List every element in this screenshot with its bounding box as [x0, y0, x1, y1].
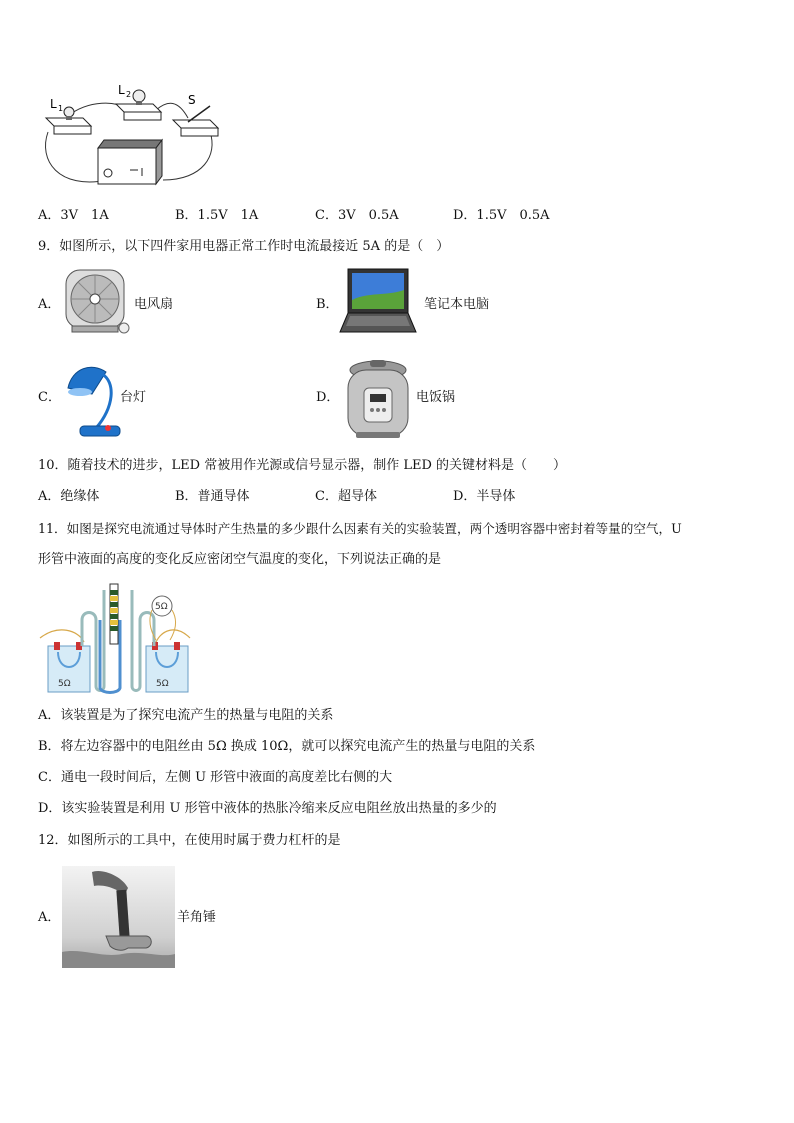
q11-stem-line2: 形管中液面的高度的变化反应密闭空气温度的变化，下列说法正确的是 — [38, 552, 442, 567]
q9-choice-d-letter[interactable]: D． — [316, 390, 340, 405]
q11-option-c[interactable]: C．通电一段时间后，左侧 U 形管中液面的高度差比右侧的大 — [38, 770, 393, 785]
q10-option-b[interactable]: B．普通导体 — [175, 489, 250, 504]
svg-text:1: 1 — [58, 104, 64, 113]
laptop-icon — [338, 266, 418, 340]
q9-choice-a-letter[interactable]: A． — [38, 297, 61, 312]
q9-choice-d-label: 电饭锅 — [416, 390, 456, 405]
q11-option-b[interactable]: B．将左边容器中的电阻丝由 5Ω 换成 10Ω，就可以探究电流产生的热量与电阻的关系 — [38, 739, 536, 754]
q9-choice-b-label: 笔记本电脑 — [424, 297, 490, 312]
q9-choice-a-label: 电风扇 — [134, 297, 174, 312]
label-l1: L — [50, 97, 57, 111]
q9-choice-c-letter[interactable]: C． — [38, 390, 61, 405]
q12-choice-a-label: 羊角锤 — [177, 910, 217, 925]
q9-choice-c-label: 台灯 — [120, 390, 147, 405]
q9-stem: 9．如图所示，以下四件家用电器正常工作时电流最接近 5A 的是（ ） — [38, 239, 450, 254]
desk-lamp-icon — [62, 358, 124, 442]
q12-stem: 12．如图所示的工具中，在使用时属于费力杠杆的是 — [38, 833, 341, 848]
claw-hammer-icon — [62, 866, 175, 968]
top-resistor-label: 5Ω — [155, 602, 168, 612]
q10-option-c[interactable]: C．超导体 — [315, 489, 377, 504]
electric-fan-icon — [62, 266, 130, 338]
q8-option-a[interactable]: A．3V 1A — [38, 208, 109, 223]
q8-option-b[interactable]: B．1.5V 1A — [175, 208, 259, 223]
q12-choice-a-letter[interactable]: A． — [38, 910, 61, 925]
q10-option-a[interactable]: A．绝缘体 — [38, 489, 100, 504]
q10-stem: 10．随着技术的进步，LED 常被用作光源或信号显示器，制作 LED 的关键材料是（ ） — [38, 458, 567, 473]
q11-option-a[interactable]: A．该装置是为了探究电流产生的热量与电阻的关系 — [38, 708, 334, 723]
right-resistor-label: 5Ω — [156, 679, 169, 689]
q10-option-d[interactable]: D．半导体 — [453, 489, 516, 504]
circuit-figure — [38, 80, 223, 192]
q8-option-c[interactable]: C．3V 0.5A — [315, 208, 399, 223]
q8-option-d[interactable]: D．1.5V 0.5A — [453, 208, 550, 223]
q9-choice-b-letter[interactable]: B． — [316, 297, 339, 312]
left-resistor-label: 5Ω — [58, 679, 71, 689]
q11-option-d[interactable]: D．该实验装置是利用 U 形管中液体的热胀冷缩来反应电阻丝放出热量的多少的 — [38, 801, 497, 816]
joule-heating-apparatus — [38, 580, 198, 698]
rice-cooker-icon — [342, 358, 414, 442]
svg-text:2: 2 — [126, 90, 132, 99]
label-s: S — [188, 93, 196, 107]
q11-stem-line1: 11．如图是探究电流通过导体时产生热量的多少跟什么因素有关的实验装置，两个透明容器中密封着等量的空气，U — [38, 521, 682, 536]
label-l2: L — [118, 83, 125, 97]
